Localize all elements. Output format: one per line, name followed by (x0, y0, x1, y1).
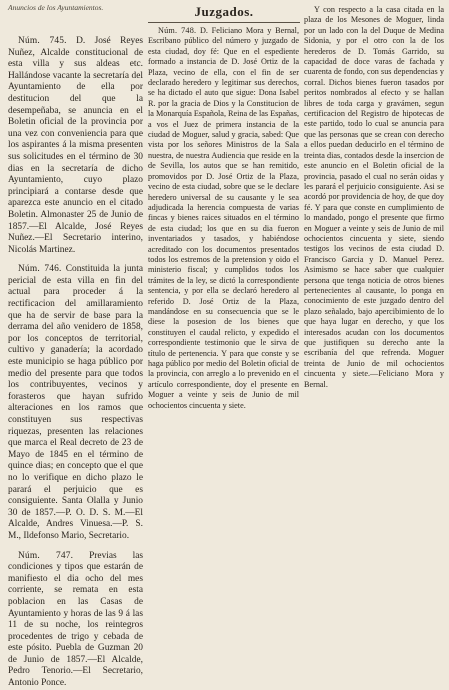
column-left (8, 36, 144, 689)
notice-number: Núm. 748. (158, 26, 197, 35)
column-right (304, 5, 444, 637)
notice-text: Previas las condiciones y tipos que estarán de manifiesto el dia ocho del mes corriente, se remata en esta poblacion en las Casas de Ayuntamiento y horas de las 9 á las 11 de su noche, los reintegros procedentes de trigo y cebada de este pósito. Puebla de Guzman 20 de Junio de 1857.—El Alcalde, Pedro Tenorio.—El Secretario, Antonio Ponce. (8, 550, 143, 689)
title-rule (148, 22, 300, 23)
notice-746 (8, 264, 143, 542)
column-middle (148, 26, 299, 638)
section-title: Juzgados. (194, 4, 254, 19)
page-header-section: Anuncios de los Ayuntamientos. (8, 3, 104, 12)
notice-748 (148, 26, 299, 411)
notice-number: Núm. 747. (18, 550, 74, 561)
notice-continuation (304, 5, 444, 390)
notice-number: Núm. 745. (18, 36, 67, 46)
notice-text: Y con respecto a la casa citada en la plaza de los Mesones de Moguer, linda por un lado con la del Duque de Medina Sidonia, y por el otro con la de los herederos de D. Tomás Garrido, su capacidad de doce varas de fachada y cuarenta de fondo, con sus dependencias y corral. Dichos bienes fueron tasados por peritos nombrados al efecto y se hallan libres de toda carga y gravámen, segun certificacion del Registro de hipotecas de este partido, todo lo cual se anuncia para que las personas que se crean con derecho a ellos puedan deducirlo en el término de treinta dias, contados desde la insercion de este anuncio en el Boletin oficial de la provincia, pasado el cual no serán oidas y les parará el perjuicio consiguiente. Asi se acordó por providencia de hoy, de que doy fé. Y para que conste en cumplimiento de lo mandado, pongo el presente que firmo en Moguer a veinte y seis de Junio de mil ochocientos cincuenta y siete, siendo testigos los vecinos de esta ciudad D. Francisco Garcia y D. Manuel Perez. Asimismo se hace saber que cualquier persona que tenga noticia de otros bienes pertenecientes al causante, lo ponga en conocimiento de este juzgado dentro del plazo señalado, bajo apercibimiento de lo que haya lugar en derecho, y que los interesados acudan con los documentos que justifiquen su derecho ante la escribanía del que refrenda. Moguer treinta de Junio de mil ochocientos cincuenta y siete.—Feliciano Mora y Bernal. (304, 5, 444, 389)
notice-747 (8, 551, 143, 690)
notice-text: D. Feliciano Mora y Bernal, Escribano público del número y juzgado de esta ciudad, doy fé: Que en el espediente formado a instancia de D. José Ortiz de la Plaza, vecino de ella, con el fin de ser declarado heredero y legitimar sus derechos, se ha dictado el auto que sigue: Dona Isabel R. por la gracia de Dios y la Constitucion de la Monarquía Española, Reina de las Españas, a vos el Juez de primera instancia de la ciudad de Moguer, salud y gracia, sabed: Que vista por los señores Ministros de la Sala nuestra, de nuestra Audiencia que reside en la de Sevilla, los autos que se han remitido, promovidos por D. José Ortiz de la Plaza, vecino de esta ciudad, sobre que se le declare heredero universal de su causante y le sea adjudicada la herencia compuesta de varias fincas y bienes raices situados en el término de esta ciudad; los que en su dia fueron inventariados y tasados, y habiéndose acreditado con los documentos presentados todos los estremos de la pretension y oido el ministerio fiscal; y cumplidos todos los trámites de la ley, se dictó la correspondiente sentencia, y por ella se declaró heredero al referido D. José Ortiz de la Plaza, mandándose en su consecuencia que se le diese la posesion de los bienes que constituyen el caudal relicto, y expedido el correspondiente testimonio que le sirva de título de pertenencia. Y para que conste y se haga público por medio del Boletin oficial de la provincia, con arreglo a lo prevenido en el artículo correspondiente, doy el presente en Moguer a veinte y seis de Junio de mil ochocientos cincuenta y siete. (148, 26, 299, 410)
notice-745 (8, 36, 143, 256)
notice-text: D. José Reyes Nuñez, Alcalde constitucional de esta villa y sus aldeas etc. Hallándose vacante la secretaría del Ayuntamiento de ella por destitucion del que la desempeñaba, se anuncia en el Boletin oficial de la provincia por una vez con conveniencia para que los aspirantes á la misma presenten sus solicitudes en el término de 30 dias en la secretaría de dicho Ayuntamiento, cuyo plazo principiará a contarse desde que aparezca este anuncio en el citado Boletin. Almonaster 25 de Junio de 1857.—El Alcalde, José Reyes Nuñez.—El Secretario interino, Nicolás Martinez. (8, 36, 144, 255)
notice-text: Constituida la junta pericial de esta villa en fin del actual para proceder á la rectificacion del amillaramiento que ha de servir de base para la derrama del año venidero de 1858, por los conceptos de territorial, cultivo y ganadería; la acordado este municipio se haga público por medio del presente para que todos los contribuyentes, vecinos y forasteros que hayan sufrido alteraciones en los ramos que constituyen sus respectivas riquezas, presenten las relaciones que marca el Real decreto de 23 de Mayo de 1845 en el término de quince dias; en concepto que el que no lo verifique en dicho plazo le parará el perjuicio que es consiguiente. Santa Olalla y Junio 30 de 1857.—P. O. D. S. M.—El Alcalde, Andres Vinuesa.—P. S. M., Ildefonso Mario, Secretario. (8, 264, 143, 541)
notice-number: Núm. 746. (18, 264, 62, 275)
